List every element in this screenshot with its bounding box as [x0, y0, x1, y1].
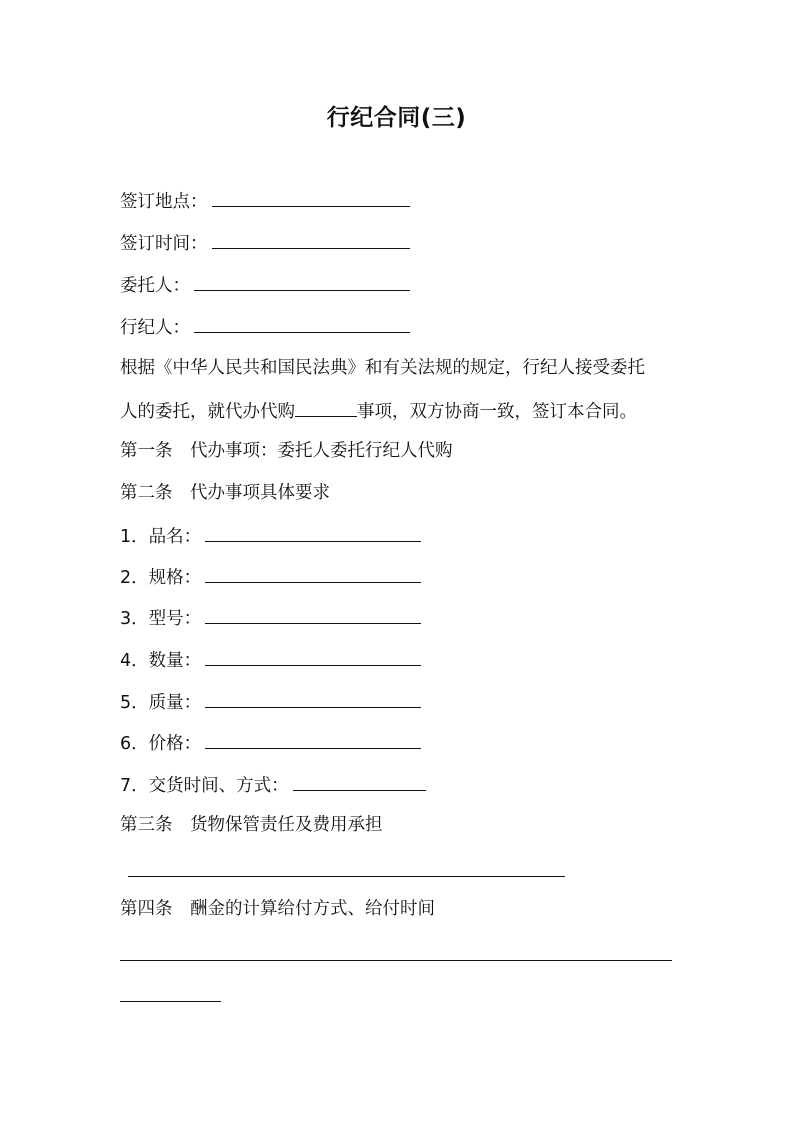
item-delivery-blank[interactable] [293, 770, 426, 791]
item-quality-label: 5．质量： [120, 693, 202, 713]
item-quality-field [120, 687, 421, 717]
item-spec-field [120, 562, 421, 592]
item-quality-blank[interactable] [205, 687, 421, 708]
item-quantity-blank[interactable] [205, 645, 421, 666]
item-quantity-label: 4．数量： [120, 651, 202, 671]
sign-place-field [120, 186, 410, 216]
commission-agent-blank[interactable] [194, 312, 410, 333]
item-price-field [120, 728, 421, 758]
item-price-label: 6．价格： [120, 734, 202, 754]
item-name-label: 1．品名： [120, 527, 202, 547]
item-quantity-field [120, 645, 421, 675]
item-price-blank[interactable] [205, 728, 421, 749]
commission-agent-label: 行纪人： [120, 318, 190, 338]
article-4-blank-line-1[interactable] [120, 960, 672, 961]
article-3: 第三条 货物保管责任及费用承担 [120, 815, 383, 835]
preamble-line-1: 根据《中华人民共和国民法典》和有关法规的规定，行纪人接受委托 [120, 358, 645, 378]
item-model-field [120, 603, 421, 633]
article-2: 第二条 代办事项具体要求 [120, 483, 330, 503]
item-name-blank[interactable] [205, 521, 421, 542]
sign-time-blank[interactable] [212, 228, 410, 249]
commission-agent-field [120, 312, 410, 342]
preamble-line-2 [120, 396, 637, 426]
item-model-label: 3．型号： [120, 609, 202, 629]
principal-blank[interactable] [194, 270, 410, 291]
item-spec-label: 2．规格： [120, 568, 202, 588]
sign-time-label: 签订时间： [120, 234, 208, 254]
preamble-line-2-end: 事项，双方协商一致，签订本合同。 [357, 402, 637, 422]
principal-field [120, 270, 410, 300]
purchase-item-blank[interactable] [295, 396, 357, 417]
article-4: 第四条 酬金的计算给付方式、给付时间 [120, 899, 435, 919]
document-title: 行纪合同(三) [326, 105, 467, 131]
sign-time-field [120, 228, 410, 258]
principal-label: 委托人： [120, 276, 190, 296]
item-spec-blank[interactable] [205, 562, 421, 583]
item-name-field [120, 521, 421, 551]
sign-place-label: 签订地点： [120, 192, 208, 212]
preamble-line-2-start: 人的委托，就代办代购 [120, 402, 295, 422]
article-3-blank[interactable] [128, 876, 565, 877]
sign-place-blank[interactable] [212, 186, 410, 207]
item-delivery-field [120, 770, 426, 800]
article-1: 第一条 代办事项：委托人委托行纪人代购 [120, 441, 453, 461]
item-delivery-label: 7．交货时间、方式： [120, 776, 289, 796]
item-model-blank[interactable] [205, 603, 421, 624]
article-4-blank-line-2[interactable] [120, 1001, 221, 1002]
